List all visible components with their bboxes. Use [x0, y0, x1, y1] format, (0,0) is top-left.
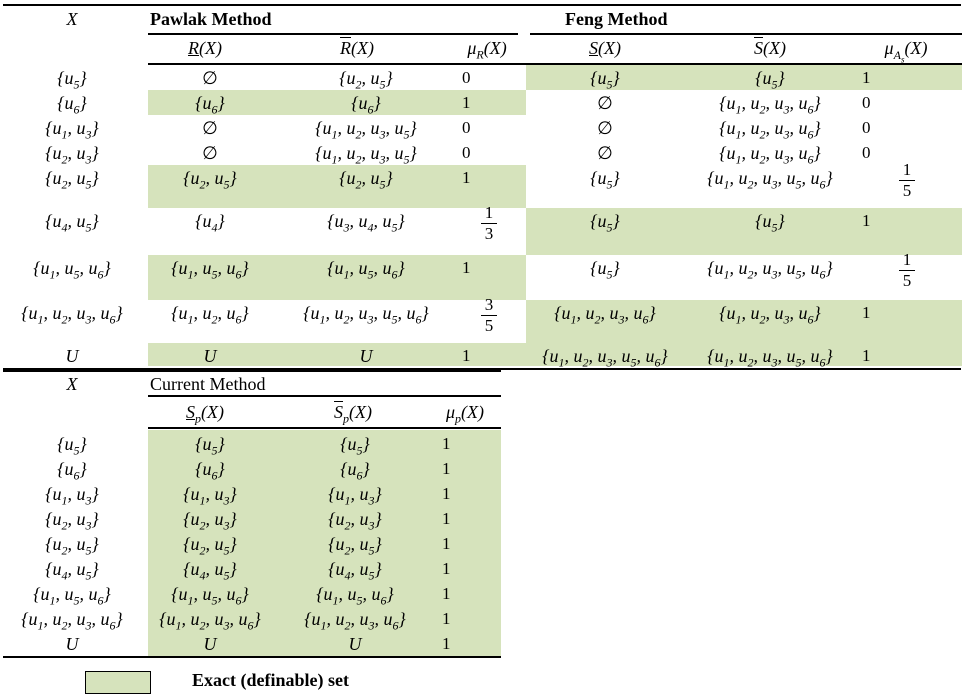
pawlak-upper-value: {$u_2$, $u_5$}	[339, 168, 393, 192]
pawlak-upper-value: {$u_1$, $u_5$, $u_6$}	[327, 258, 405, 282]
bottom-top-rule	[3, 370, 501, 372]
pawlak-upper-header: $\overline{R}(X)$	[340, 38, 374, 58]
pawlak-mu-header: $\mu_R(X)$	[467, 38, 507, 62]
current-mu-value: 1	[442, 459, 451, 478]
feng-mu-value: 0	[862, 93, 871, 112]
feng-mu-fraction: 1 5	[899, 251, 915, 290]
current-upper-value: {$u_1$, $u_5$, $u_6$}	[316, 584, 394, 608]
pawlak-lower-value: ∅	[202, 143, 218, 163]
pawlak-lower-value: ∅	[202, 118, 218, 138]
current-mu-value: 1	[442, 559, 451, 578]
current-upper-value: {$u_2$, $u_3$}	[328, 509, 382, 533]
current-upper-value: {$u_4$, $u_5$}	[328, 559, 382, 583]
feng-lower-value: $\{u_5\}$	[590, 258, 620, 282]
current-row-x-value: {$u_1$, $u_2$, $u_3$, $u_6$}	[21, 609, 123, 633]
current-lower-value: {$u_1$, $u_2$, $u_3$, $u_6$}	[159, 609, 261, 633]
feng-mu-value: 1	[862, 68, 871, 87]
current-lower-value: {$u_1$, $u_3$}	[183, 484, 237, 508]
current-upper-value: {$u_1$, $u_2$, $u_3$, $u_6$}	[304, 609, 406, 633]
feng-upper-value: {$u_1$, $u_2$, $u_3$, $u_5$, $u_6$}	[707, 258, 833, 282]
feng-lower-value: ∅	[597, 143, 613, 163]
pawlak-lower-value: $\{u_4\}$	[195, 211, 225, 235]
current-upper-header: $\overline{S}_p(X)$	[334, 402, 372, 426]
feng-upper-value: {$u_1$, $u_2$, $u_3$, $u_6$}	[719, 93, 821, 117]
pawlak-upper-value: {$u_2$, $u_5$}	[339, 68, 393, 92]
pawlak-mu-value: 0	[462, 68, 471, 87]
row-x-value: $\{u_5\}$	[57, 68, 87, 92]
pawlak-lower-value: {$u_1$, $u_5$, $u_6$}	[171, 258, 249, 282]
current-mu-value: 1	[442, 634, 451, 653]
row-x-value: {$u_1$, $u_3$}	[45, 118, 99, 142]
current-upper-value: U	[348, 634, 362, 654]
feng-upper-value: $\{u_5\}$	[755, 68, 785, 92]
current-row-x-value: U	[65, 634, 79, 654]
pawlak-mu-value: 0	[462, 118, 471, 137]
feng-mu-value: 1	[862, 211, 871, 230]
row-x-value: $\{u_6\}$	[57, 93, 87, 117]
current-row-x-value: {$u_2$, $u_3$}	[45, 509, 99, 533]
bottom-header-rule	[148, 395, 501, 397]
current-lower-value: {$u_1$, $u_5$, $u_6$}	[171, 584, 249, 608]
feng-lower-header: S(X)	[589, 38, 621, 58]
pawlak-lower-value: U	[203, 346, 217, 366]
pawlak-title: Pawlak Method	[150, 9, 272, 29]
feng-mu-header: $\mu_{A_s}(X)$	[884, 38, 928, 64]
feng-mu-value: 0	[862, 143, 871, 162]
current-lower-value: $\{u_5\}$	[195, 434, 225, 458]
current-lower-header: $S_p(X)$	[186, 402, 224, 426]
pawlak-lower-value: {$u_2$, $u_5$}	[183, 168, 237, 192]
pawlak-upper-value: {$u_1$, $u_2$, $u_3$, $u_5$}	[315, 118, 417, 142]
feng-lower-value: {$u_1$, $u_2$, $u_3$, $u_6$}	[554, 303, 656, 327]
pawlak-mu-value: 1	[462, 258, 471, 277]
feng-upper-value: {$u_1$, $u_2$, $u_3$, $u_6$}	[719, 118, 821, 142]
feng-upper-header: $\overline{S}(X)$	[754, 38, 786, 58]
feng-lower-value: $\{u_5\}$	[590, 168, 620, 192]
current-upper-value: {$u_2$, $u_5$}	[328, 534, 382, 558]
feng-upper-value: {$u_1$, $u_2$, $u_3$, $u_6$}	[719, 143, 821, 167]
pawlak-lower-header: R(X)	[188, 38, 222, 58]
feng-lower-value: ∅	[597, 93, 613, 113]
current-mu-value: 1	[442, 584, 451, 603]
current-row-x-value: {$u_2$, $u_5$}	[45, 534, 99, 558]
feng-lower-value: $\{u_5\}$	[590, 68, 620, 92]
bottom-final-rule	[3, 656, 501, 658]
current-mu-value: 1	[442, 609, 451, 628]
pawlak-mu-fraction: 1 3	[481, 204, 497, 243]
current-mu-value: 1	[442, 434, 451, 453]
legend-swatch	[85, 671, 151, 694]
current-upper-value: $\{u_5\}$	[340, 434, 370, 458]
pawlak-upper-value: $\{u_6\}$	[351, 93, 381, 117]
current-mu-value: 1	[442, 509, 451, 528]
current-row-x-value: {$u_1$, $u_5$, $u_6$}	[33, 584, 111, 608]
pawlak-mu-value: 1	[462, 93, 471, 112]
current-row-x-value: $\{u_6\}$	[57, 459, 87, 483]
current-mu-value: 1	[442, 484, 451, 503]
current-lower-value: {$u_2$, $u_3$}	[183, 509, 237, 533]
pawlak-mu-value: 1	[462, 168, 471, 187]
current-lower-value: {$u_2$, $u_5$}	[183, 534, 237, 558]
pawlak-mu-value: 1	[462, 346, 471, 365]
bottom-x-header: X	[66, 374, 78, 394]
current-upper-value: $\{u_6\}$	[340, 459, 370, 483]
top-rule	[3, 4, 961, 6]
feng-upper-value: {$u_1$, $u_2$, $u_3$, $u_6$}	[719, 303, 821, 327]
feng-lower-value: ∅	[597, 118, 613, 138]
feng-mu-value: 1	[862, 303, 871, 322]
current-upper-value: {$u_1$, $u_3$}	[328, 484, 382, 508]
row-x-value: {$u_2$, $u_3$}	[45, 143, 99, 167]
feng-subrule	[530, 33, 962, 35]
row-x-value: {$u_2$, $u_5$}	[45, 168, 99, 192]
pawlak-upper-value: U	[359, 346, 373, 366]
pawlak-upper-value: {$u_1$, $u_2$, $u_3$, $u_5$, $u_6$}	[303, 303, 429, 327]
feng-mu-fraction: 1 5	[899, 161, 915, 200]
current-row-x-value: {$u_1$, $u_3$}	[45, 484, 99, 508]
current-row-x-value: {$u_4$, $u_5$}	[45, 559, 99, 583]
pawlak-upper-value: {$u_1$, $u_2$, $u_3$, $u_5$}	[315, 143, 417, 167]
pawlak-lower-value: $\{u_6\}$	[195, 93, 225, 117]
pawlak-lower-value: {$u_1$, $u_2$, $u_6$}	[171, 303, 249, 327]
feng-upper-value: {$u_1$, $u_2$, $u_3$, $u_5$, $u_6$}	[707, 168, 833, 192]
current-row-x-value: $\{u_5\}$	[57, 434, 87, 458]
row-x-value: {$u_1$, $u_5$, $u_6$}	[33, 258, 111, 282]
pawlak-mu-value: 0	[462, 143, 471, 162]
row-x-value: {$u_4$, $u_5$}	[45, 211, 99, 235]
feng-upper-value: {$u_1$, $u_2$, $u_3$, $u_5$, $u_6$}	[707, 346, 833, 370]
legend-label: Exact (definable) set	[192, 670, 349, 690]
feng-lower-value: $\{u_5\}$	[590, 211, 620, 235]
current-mu-value: 1	[442, 534, 451, 553]
feng-lower-value: {$u_1$, $u_2$, $u_3$, $u_5$, $u_6$}	[542, 346, 668, 370]
current-lower-value: {$u_4$, $u_5$}	[183, 559, 237, 583]
row-x-value: {$u_1$, $u_2$, $u_3$, $u_6$}	[21, 303, 123, 327]
feng-mu-value: 0	[862, 118, 871, 137]
current-method-title: Current Method	[150, 374, 266, 394]
top-x-header: X	[66, 9, 78, 29]
pawlak-mu-fraction: 3 5	[481, 296, 497, 335]
pawlak-upper-value: {$u_3$, $u_4$, $u_5$}	[327, 211, 405, 235]
row-x-value: U	[65, 346, 79, 366]
feng-title: Feng Method	[565, 9, 668, 29]
current-mu-header: $\mu_p(X)$	[445, 402, 485, 426]
pawlak-lower-value: ∅	[202, 68, 218, 88]
feng-upper-value: $\{u_5\}$	[755, 211, 785, 235]
current-lower-value: $\{u_6\}$	[195, 459, 225, 483]
bottom-subheader-rule	[148, 427, 501, 429]
current-lower-value: U	[203, 634, 217, 654]
pawlak-subrule	[148, 33, 518, 35]
feng-mu-value: 1	[862, 346, 871, 365]
